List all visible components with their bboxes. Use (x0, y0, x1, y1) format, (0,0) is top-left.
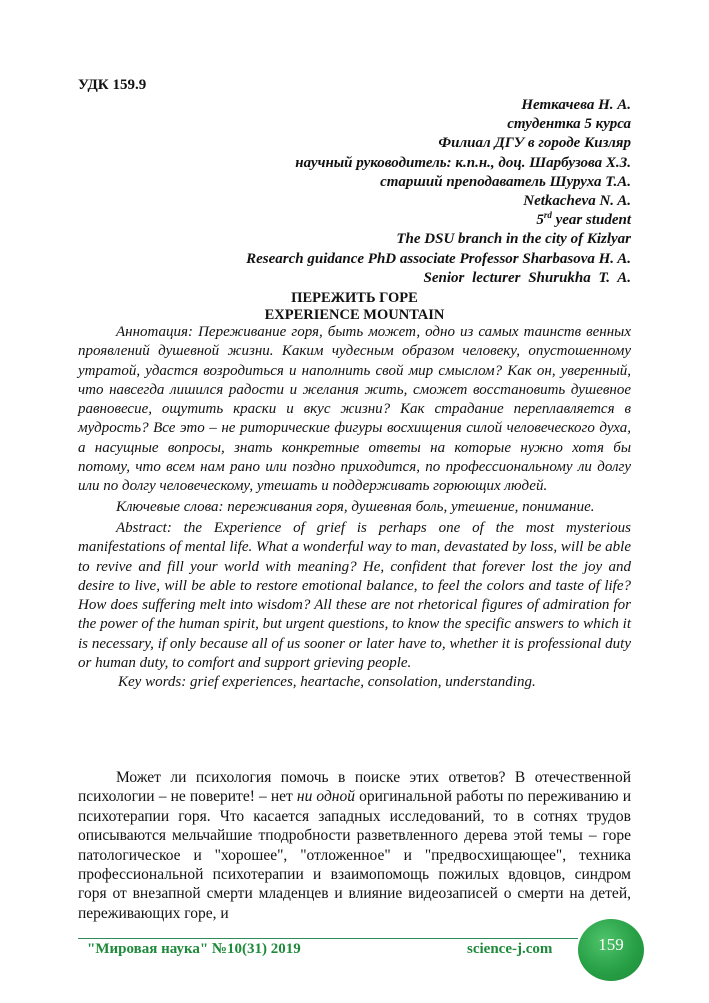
abstract-en: Abstract: the Experience of grief is perhaps one of the most mysterious manifestations of mental life. What a wonderful way to man, devastated by loss, will be able to revive and fill your world with meaning? He, confident that forever lost the joy and desire to live, will be able to restore emotional balance, to feel the colors and taste of life? How does suffering melt into wisdom? All these are not rhetorical figures of admiration for the power of the human spirit, but urgent questions, to know the specific answers to which it is necessary, if only because all of us sooner or later have to, whether it is professional duty or human duty, to comfort and support grieving people. (78, 519, 631, 672)
author-block (246, 96, 631, 288)
abstract-section (78, 323, 631, 693)
author-affiliation-ru: Филиал ДГУ в городе Кизляр (438, 135, 631, 152)
article-title (78, 290, 631, 324)
lecturer-en: Senior lecturer Shurukha T. A. (423, 269, 631, 286)
main-paragraph: Может ли психология помочь в поиске этих ответов? В отечественной психологии – не поверите! – нет ни одной оригинальной работы по переживанию и психотерапии горя. Что касается западных исследований, то в сотнях трудов описываются мельчайшие тподробности разветвленного дерева этой темы – горе патологическое и "хорошее", "отложенное" и "предвосхищающее", техника профессиональной психотерапии и взаимопомощь пожилых вдовцов, синдром горя от внезапной смерти младенцев и влияние видеозаписей о смерти на детей, переживающих горе, и (78, 769, 631, 922)
page-number-badge (578, 919, 644, 981)
author-name-ru: Неткачева Н. А. (521, 97, 631, 113)
emphasis-text: ни одной (296, 788, 355, 806)
journal-name: "Мировая наука" №10(31) 2019 (87, 941, 301, 957)
page-number: 159 (598, 935, 624, 954)
title-en: EXPERIENCE MOUNTAIN (264, 307, 445, 323)
supervisor-ru: научный руководитель: к.п.н., доц. Шарбузова Х.З. (295, 154, 631, 171)
keywords-ru: Ключевые слова: переживания горя, душевная боль, утешение, понимание. (116, 498, 595, 515)
udk-code: УДК 159.9 (78, 77, 147, 93)
annotation-ru: Аннотация: Переживание горя, быть может, одно из самых таинств венных проявлений душевной жизни. Каким чудесным образом человеку, опустошенному утратой, удастся возродиться и наполнить свой мир смыслом? Как он, уверенный, что навсегда лишился радости и желания жить, сможет восстановить душевное равновесие, ощутить краски и вкус жизни? Как страдание переплавляется в мудрость? Все это – не риторические фигуры восхищения силой человеческого духа, а насущные вопросы, знать конкретные ответы на которые нужно хотя бы потому, что всем нам рано или поздно приходится, по профессиональному ли долгу или по долгу человеческому, утешать и поддерживать горюющих людей. (78, 324, 631, 495)
journal-site: science-j.com (467, 941, 553, 957)
title-ru: ПЕРЕЖИТЬ ГОРЕ (291, 290, 418, 306)
author-status-ru: студентка 5 курса (507, 116, 631, 133)
author-affiliation-en: The DSU branch in the city of Kizlyar (396, 231, 631, 248)
author-name-en: Netkacheva N. A. (523, 193, 631, 210)
author-status-en: 5rd year student (536, 210, 631, 229)
lecturer-ru: старший преподаватель Шуруха Т.А. (380, 173, 631, 190)
footer-divider (78, 938, 578, 939)
supervisor-en: Research guidance PhD associate Professor Sharbasova H. A. (246, 250, 631, 267)
keywords-en: Key words: grief experiences, heartache, consolation, understanding. (118, 674, 536, 691)
